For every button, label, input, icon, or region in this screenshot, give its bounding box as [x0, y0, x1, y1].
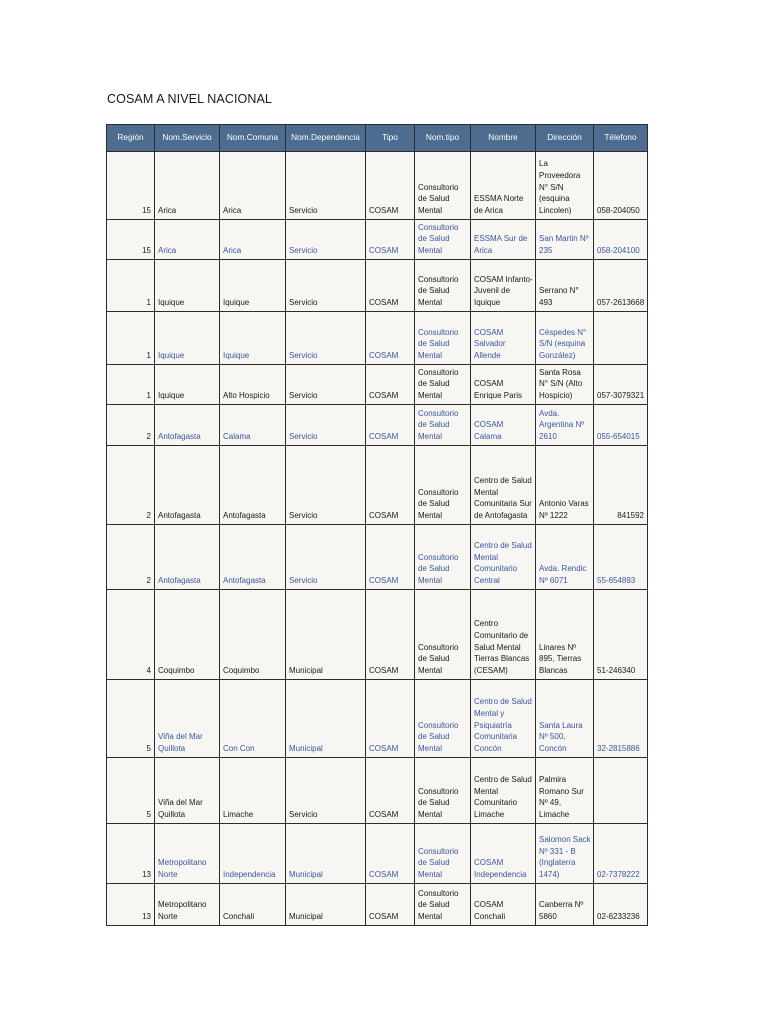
- cell-servicio: Metropolitano Norte: [155, 884, 220, 926]
- header-nom-comuna: Nom.Comuna: [220, 125, 286, 152]
- table-row: [107, 152, 648, 220]
- cell-nombre: Centro de Salud Mental Comunitario Limache: [471, 758, 536, 824]
- header-region: Región: [107, 125, 155, 152]
- cell-direccion: Canberra Nº 5860: [536, 884, 594, 926]
- cell-telefono: 057-3079321: [594, 365, 648, 405]
- table-row: [107, 884, 648, 926]
- cell-servicio: Metropolitano Norte: [155, 824, 220, 884]
- cell-nom-tipo: Consultorio de Salud Mental: [415, 260, 471, 312]
- table-row: [107, 590, 648, 680]
- header-direccion: Dirección: [536, 125, 594, 152]
- cell-dependencia: Servicio: [286, 152, 366, 220]
- cell-direccion: Serrano N° 493: [536, 260, 594, 312]
- cell-comuna: Limache: [220, 758, 286, 824]
- cell-tipo: COSAM: [366, 152, 415, 220]
- cell-direccion: La Proveedora N° S/N (esquina Lincolen): [536, 152, 594, 220]
- cell-direccion: Palmira Romano Sur Nº 49, Limache: [536, 758, 594, 824]
- table-row: [107, 446, 648, 525]
- cell-direccion: Avda. Rendic Nº 6071: [536, 525, 594, 590]
- cell-tipo: COSAM: [366, 220, 415, 260]
- cell-region: 5: [107, 680, 155, 758]
- cell-comuna: Independencia: [220, 824, 286, 884]
- cell-comuna: Conchali: [220, 884, 286, 926]
- cell-tipo: COSAM: [366, 405, 415, 446]
- table-row: [107, 260, 648, 312]
- table-row: [107, 824, 648, 884]
- table-header-row: [107, 125, 648, 152]
- cell-dependencia: Municipal: [286, 884, 366, 926]
- cell-telefono: 55-654893: [594, 525, 648, 590]
- cell-comuna: Arica: [220, 152, 286, 220]
- cell-nombre: COSAM Salvador Allende: [471, 312, 536, 365]
- cell-nombre: ESSMA Sur de Arica: [471, 220, 536, 260]
- cell-nombre: Centro de Salud Mental Comunitaria Sur de Antofagasta: [471, 446, 536, 525]
- header-tipo: Tipo: [366, 125, 415, 152]
- table-body: [107, 152, 648, 926]
- cell-comuna: Antofagasta: [220, 525, 286, 590]
- cell-telefono: 02-6233236: [594, 884, 648, 926]
- cell-region: 13: [107, 884, 155, 926]
- cell-dependencia: Servicio: [286, 525, 366, 590]
- cell-direccion: Antonio Varas Nº 1222: [536, 446, 594, 525]
- cell-nom-tipo: Consultorio de Salud Mental: [415, 590, 471, 680]
- cell-tipo: COSAM: [366, 365, 415, 405]
- cell-nombre: Centro de Salud Mental y Psiquiatría Comunitaria Concón: [471, 680, 536, 758]
- cell-tipo: COSAM: [366, 446, 415, 525]
- cell-tipo: COSAM: [366, 758, 415, 824]
- cell-telefono: 057-2613668: [594, 260, 648, 312]
- cell-servicio: Viña del Mar Quillota: [155, 758, 220, 824]
- cell-servicio: Iquique: [155, 365, 220, 405]
- cell-region: 1: [107, 260, 155, 312]
- cell-dependencia: Servicio: [286, 446, 366, 525]
- cell-dependencia: Servicio: [286, 405, 366, 446]
- cell-servicio: Antofagasta: [155, 446, 220, 525]
- cell-nom-tipo: Consultorio de Salud Mental: [415, 525, 471, 590]
- cell-servicio: Antofagasta: [155, 525, 220, 590]
- cell-comuna: Coquimbo: [220, 590, 286, 680]
- cell-servicio: Iquique: [155, 312, 220, 365]
- cell-dependencia: Municipal: [286, 590, 366, 680]
- cell-nom-tipo: Consultorio de Salud Mental: [415, 758, 471, 824]
- cell-region: 2: [107, 405, 155, 446]
- table-row: [107, 525, 648, 590]
- cell-tipo: COSAM: [366, 884, 415, 926]
- cell-direccion: San Martin Nº 235: [536, 220, 594, 260]
- cell-direccion: Santa Rosa N° S/N (Alto Hospicio): [536, 365, 594, 405]
- cell-comuna: Calama: [220, 405, 286, 446]
- cell-telefono: 02-7378222: [594, 824, 648, 884]
- cell-nombre: COSAM Infanto-Juvenil de Iquique: [471, 260, 536, 312]
- table-row: [107, 312, 648, 365]
- cell-servicio: Coquimbo: [155, 590, 220, 680]
- cell-direccion: Salomon Sack Nº 331 - B (Inglaterra 1474): [536, 824, 594, 884]
- cell-dependencia: Municipal: [286, 824, 366, 884]
- cell-tipo: COSAM: [366, 680, 415, 758]
- cell-nom-tipo: Consultorio de Salud Mental: [415, 824, 471, 884]
- cell-nom-tipo: Consultorio de Salud Mental: [415, 220, 471, 260]
- cosam-table: [106, 124, 648, 926]
- cell-dependencia: Servicio: [286, 312, 366, 365]
- cell-tipo: COSAM: [366, 260, 415, 312]
- cell-servicio: Arica: [155, 220, 220, 260]
- page-title: COSAM A NIVEL NACIONAL: [107, 92, 272, 106]
- cell-telefono: 055-654015: [594, 405, 648, 446]
- cell-dependencia: Municipal: [286, 680, 366, 758]
- cell-tipo: COSAM: [366, 590, 415, 680]
- cell-comuna: Antofagasta: [220, 446, 286, 525]
- cell-comuna: Iquique: [220, 312, 286, 365]
- cell-telefono: [594, 758, 648, 824]
- cell-dependencia: Servicio: [286, 365, 366, 405]
- cell-region: 1: [107, 365, 155, 405]
- cell-telefono: 32-2815886: [594, 680, 648, 758]
- cell-region: 15: [107, 220, 155, 260]
- table-row: [107, 758, 648, 824]
- cell-nom-tipo: Consultorio de Salud Mental: [415, 884, 471, 926]
- cell-region: 4: [107, 590, 155, 680]
- cell-region: 5: [107, 758, 155, 824]
- header-nombre: Nombre: [471, 125, 536, 152]
- table-row: [107, 680, 648, 758]
- cell-comuna: Alto Hospicio: [220, 365, 286, 405]
- header-nom-servicio: Nom.Servicio: [155, 125, 220, 152]
- header-nom-dependencia: Nom.Dependencia: [286, 125, 366, 152]
- table-row: [107, 405, 648, 446]
- cell-tipo: COSAM: [366, 525, 415, 590]
- cell-servicio: Antofagasta: [155, 405, 220, 446]
- header-telefono: Télefono: [594, 125, 648, 152]
- cell-servicio: Arica: [155, 152, 220, 220]
- cell-nombre: COSAM Independencia: [471, 824, 536, 884]
- cell-nom-tipo: Consultorio de Salud Mental: [415, 680, 471, 758]
- cell-nombre: COSAM Calama: [471, 405, 536, 446]
- cell-nom-tipo: Consultorio de Salud Mental: [415, 365, 471, 405]
- cell-region: 15: [107, 152, 155, 220]
- cell-dependencia: Servicio: [286, 758, 366, 824]
- cell-nombre: Centro Comunitario de Salud Mental Tierras Blancas (CESAM): [471, 590, 536, 680]
- cell-telefono: [594, 312, 648, 365]
- cell-region: 13: [107, 824, 155, 884]
- cell-nombre: COSAM Enrique Paris: [471, 365, 536, 405]
- cell-nom-tipo: Consultorio de Salud Mental: [415, 152, 471, 220]
- cell-nombre: COSAM Conchali: [471, 884, 536, 926]
- cell-telefono: 841592: [594, 446, 648, 525]
- cell-region: 2: [107, 525, 155, 590]
- cell-servicio: Iquique: [155, 260, 220, 312]
- cell-comuna: Arica: [220, 220, 286, 260]
- header-nom-tipo: Nom.tipo: [415, 125, 471, 152]
- cell-telefono: 51-246340: [594, 590, 648, 680]
- table-row: [107, 220, 648, 260]
- cell-tipo: COSAM: [366, 312, 415, 365]
- table-row: [107, 365, 648, 405]
- cell-direccion: Avda. Argentina Nº 2610: [536, 405, 594, 446]
- cell-dependencia: Servicio: [286, 220, 366, 260]
- cell-nombre: Centro de Salud Mental Comunitario Central: [471, 525, 536, 590]
- cell-tipo: COSAM: [366, 824, 415, 884]
- cell-nombre: ESSMA Norte de Arica: [471, 152, 536, 220]
- cell-nom-tipo: Consultorio de Salud Mental: [415, 446, 471, 525]
- cell-nom-tipo: Consultorio de Salud Mental: [415, 312, 471, 365]
- cell-direccion: Céspedes N° S/N (esquina González): [536, 312, 594, 365]
- cell-region: 1: [107, 312, 155, 365]
- cell-dependencia: Servicio: [286, 260, 366, 312]
- cell-direccion: Linares Nº 895, Tierras Blancas: [536, 590, 594, 680]
- cell-comuna: Iquique: [220, 260, 286, 312]
- cell-direccion: Santa Laura Nº 500, Concón: [536, 680, 594, 758]
- cell-comuna: Con Con: [220, 680, 286, 758]
- cell-telefono: 058-204050: [594, 152, 648, 220]
- cell-servicio: Viña del Mar Quillota: [155, 680, 220, 758]
- cell-telefono: 058-204100: [594, 220, 648, 260]
- cell-nom-tipo: Consultorio de Salud Mental: [415, 405, 471, 446]
- cell-region: 2: [107, 446, 155, 525]
